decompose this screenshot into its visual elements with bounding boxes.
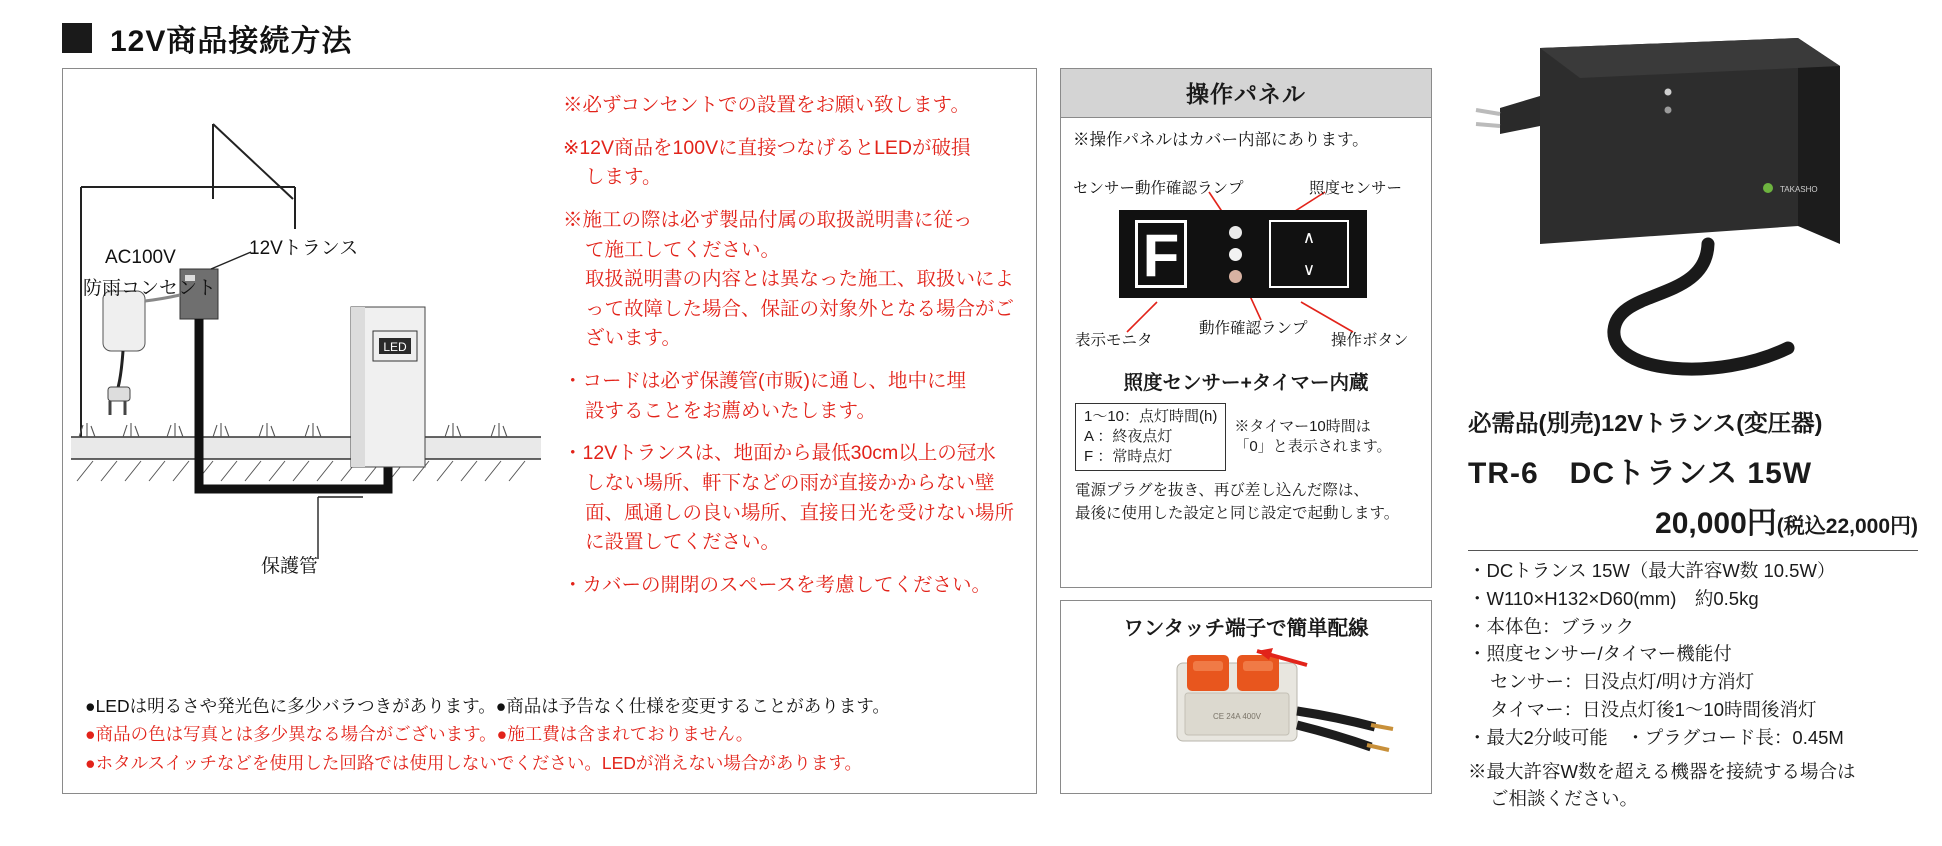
timer-legend-box: [1075, 403, 1226, 471]
control-panel-subtitle: 照度センサー+タイマー内蔵: [1123, 372, 1369, 394]
warning-notes: [563, 91, 1018, 613]
note-line: しない場所、軒下などの雨が直接かからない壁面、風通しの良い場所、直接日光を受けない場所に設置してください。: [585, 471, 1015, 554]
control-panel-box: [1060, 68, 1432, 588]
timer-legend: [1061, 395, 1431, 471]
spec-line: ・W110×H132×D60(mm) 約0.5kg: [1468, 587, 1759, 609]
note-line: ・12Vトランスは、地面から最低30cm以上の冠水: [563, 442, 996, 465]
product-column: [1468, 30, 1918, 813]
product-required-label: 必需品(別売)12Vトランス(変圧器): [1468, 410, 1823, 436]
disclaimer-line: ●ホタルスイッチなどを使用した回路では使用しないでください。LEDが消えない場合があります。: [85, 752, 862, 773]
note-line: ・コードは必ず保護管(市販)に通し、地中に埋: [563, 370, 966, 392]
chevron-down-icon[interactable]: ∨: [1302, 260, 1316, 279]
note-line: します。: [585, 166, 662, 189]
timer-note-line: ※タイマー10時間は: [1234, 418, 1371, 436]
label-display-monitor: 表示モニタ: [1075, 332, 1153, 349]
product-price: [1468, 498, 1918, 542]
product-specs: [1468, 557, 1918, 751]
note-item: [563, 206, 1018, 354]
label-operation-lamp: 動作確認ランプ: [1199, 320, 1308, 337]
header-bullet-icon: [62, 23, 92, 53]
label-ac100v: AC100V: [105, 247, 176, 268]
operation-lamp-icon: [1229, 270, 1242, 283]
control-panel-title: 操作パネル: [1061, 69, 1431, 118]
control-panel-footer-line: 最後に使用した設定と同じ設定で起動します。: [1075, 504, 1400, 522]
svg-text:CE 24A 400V: CE 24A 400V: [1212, 712, 1262, 721]
installation-diagram: [63, 69, 553, 669]
page-header: [62, 16, 352, 60]
note-item: [563, 367, 1018, 426]
footnote-line: ご相談ください。: [1490, 788, 1639, 810]
spec-line: ・DCトランス 15W（最大許容W数 10.5W）: [1468, 560, 1836, 581]
note-item: [563, 571, 1018, 601]
spec-line: ・照度センサー/タイマー機能付: [1468, 643, 1732, 665]
product-photo-svg: [1468, 30, 1918, 400]
timer-legend-line: A ：終夜点灯: [1084, 428, 1173, 446]
product-photo: [1468, 30, 1918, 400]
note-line: ※12V商品を100Vに直接つなげるとLEDが破損: [563, 136, 971, 159]
product-footnote: [1468, 759, 1918, 813]
note-item: [563, 439, 1018, 558]
installation-panel: [62, 68, 1037, 794]
terminal-photo: [1061, 641, 1431, 771]
label-rainproof-outlet: 防雨コンセント: [83, 278, 217, 299]
label-sensor-lamp: センサー動作確認ランプ: [1073, 180, 1244, 197]
monitor-value: F: [1135, 220, 1187, 288]
label-transformer: 12Vトランス: [249, 238, 359, 259]
terminal-panel-box: [1060, 600, 1432, 794]
svg-text:LED: LED: [383, 340, 407, 354]
disclaimer-line: ●商品の色は写真とは多少異なる場合がございます。●施工費は含まれておりません。: [85, 724, 754, 745]
sensor-lamp-icon: [1229, 226, 1242, 239]
timer-legend-line: 1〜10：点灯時間(h): [1084, 408, 1218, 425]
divider: [1468, 550, 1918, 551]
display-monitor: [1119, 210, 1367, 298]
label-conduit: 保護管: [261, 556, 319, 577]
label-operation-button: 操作ボタン: [1331, 332, 1409, 349]
control-panel-note: ※操作パネルはカバー内部にあります。: [1073, 131, 1369, 149]
note-line: ※施工の際は必ず製品付属の取扱説明書に従っ: [563, 208, 973, 231]
timer-note: [1234, 417, 1391, 457]
chevron-up-icon[interactable]: ∧: [1302, 228, 1316, 247]
installation-diagram-svg: [63, 69, 553, 669]
footnote-line: ※最大許容W数を超える機器を接続する場合は: [1468, 761, 1856, 783]
note-line: ・カバーの開閉のスペースを考慮してください。: [563, 573, 992, 596]
terminal-photo-svg: [1061, 641, 1433, 771]
price-tax: (税込22,000円): [1776, 515, 1918, 538]
product-model: TR-6 DCトランス 15W: [1468, 457, 1813, 490]
timer-legend-line: F ：常時点灯: [1084, 448, 1173, 466]
svg-text:TAKASHO: TAKASHO: [1780, 185, 1818, 194]
control-panel-diagram: [1061, 150, 1431, 365]
timer-note-line: 「0」と表示されます。: [1234, 438, 1392, 456]
operation-buttons[interactable]: [1269, 220, 1349, 288]
spec-line: タイマー：日没点灯後1〜10時間後消灯: [1490, 698, 1817, 720]
spec-line: ・本体色：ブラック: [1468, 615, 1635, 637]
note-line: 取扱説明書の内容とは異なった施工、取扱いによって故障した場合、保証の対象外となる場合がございます。: [585, 268, 1015, 350]
page-title: 12V商品接続方法: [110, 25, 353, 58]
note-line: ※必ずコンセントでの設置をお願い致します。: [563, 94, 970, 116]
label-illuminance-sensor: 照度センサー: [1309, 180, 1403, 197]
note-item: [563, 134, 1018, 193]
note-item: [563, 91, 1018, 121]
disclaimer-notes: [85, 692, 1020, 777]
spec-line: センサー：日没点灯/明け方消灯: [1490, 671, 1755, 692]
control-panel-footer-line: 電源プラグを抜き、再び差し込んだ際は、: [1075, 482, 1369, 500]
control-panel-footer: [1061, 471, 1431, 525]
terminal-panel-title: ワンタッチ端子で簡単配線: [1123, 617, 1369, 640]
note-line: 設することをお薦めいたします。: [585, 399, 876, 422]
illuminance-sensor-icon: [1229, 248, 1242, 261]
price-value: 20,000円: [1655, 507, 1777, 540]
disclaimer-line: ●LEDは明るさや発光色に多少バラつきがあります。●商品は予告なく仕様を変更することがあります。: [85, 695, 890, 716]
spec-line: ・最大2分岐可能 ・プラグコード長：0.45M: [1468, 726, 1844, 748]
note-line: て施工してください。: [585, 238, 781, 261]
